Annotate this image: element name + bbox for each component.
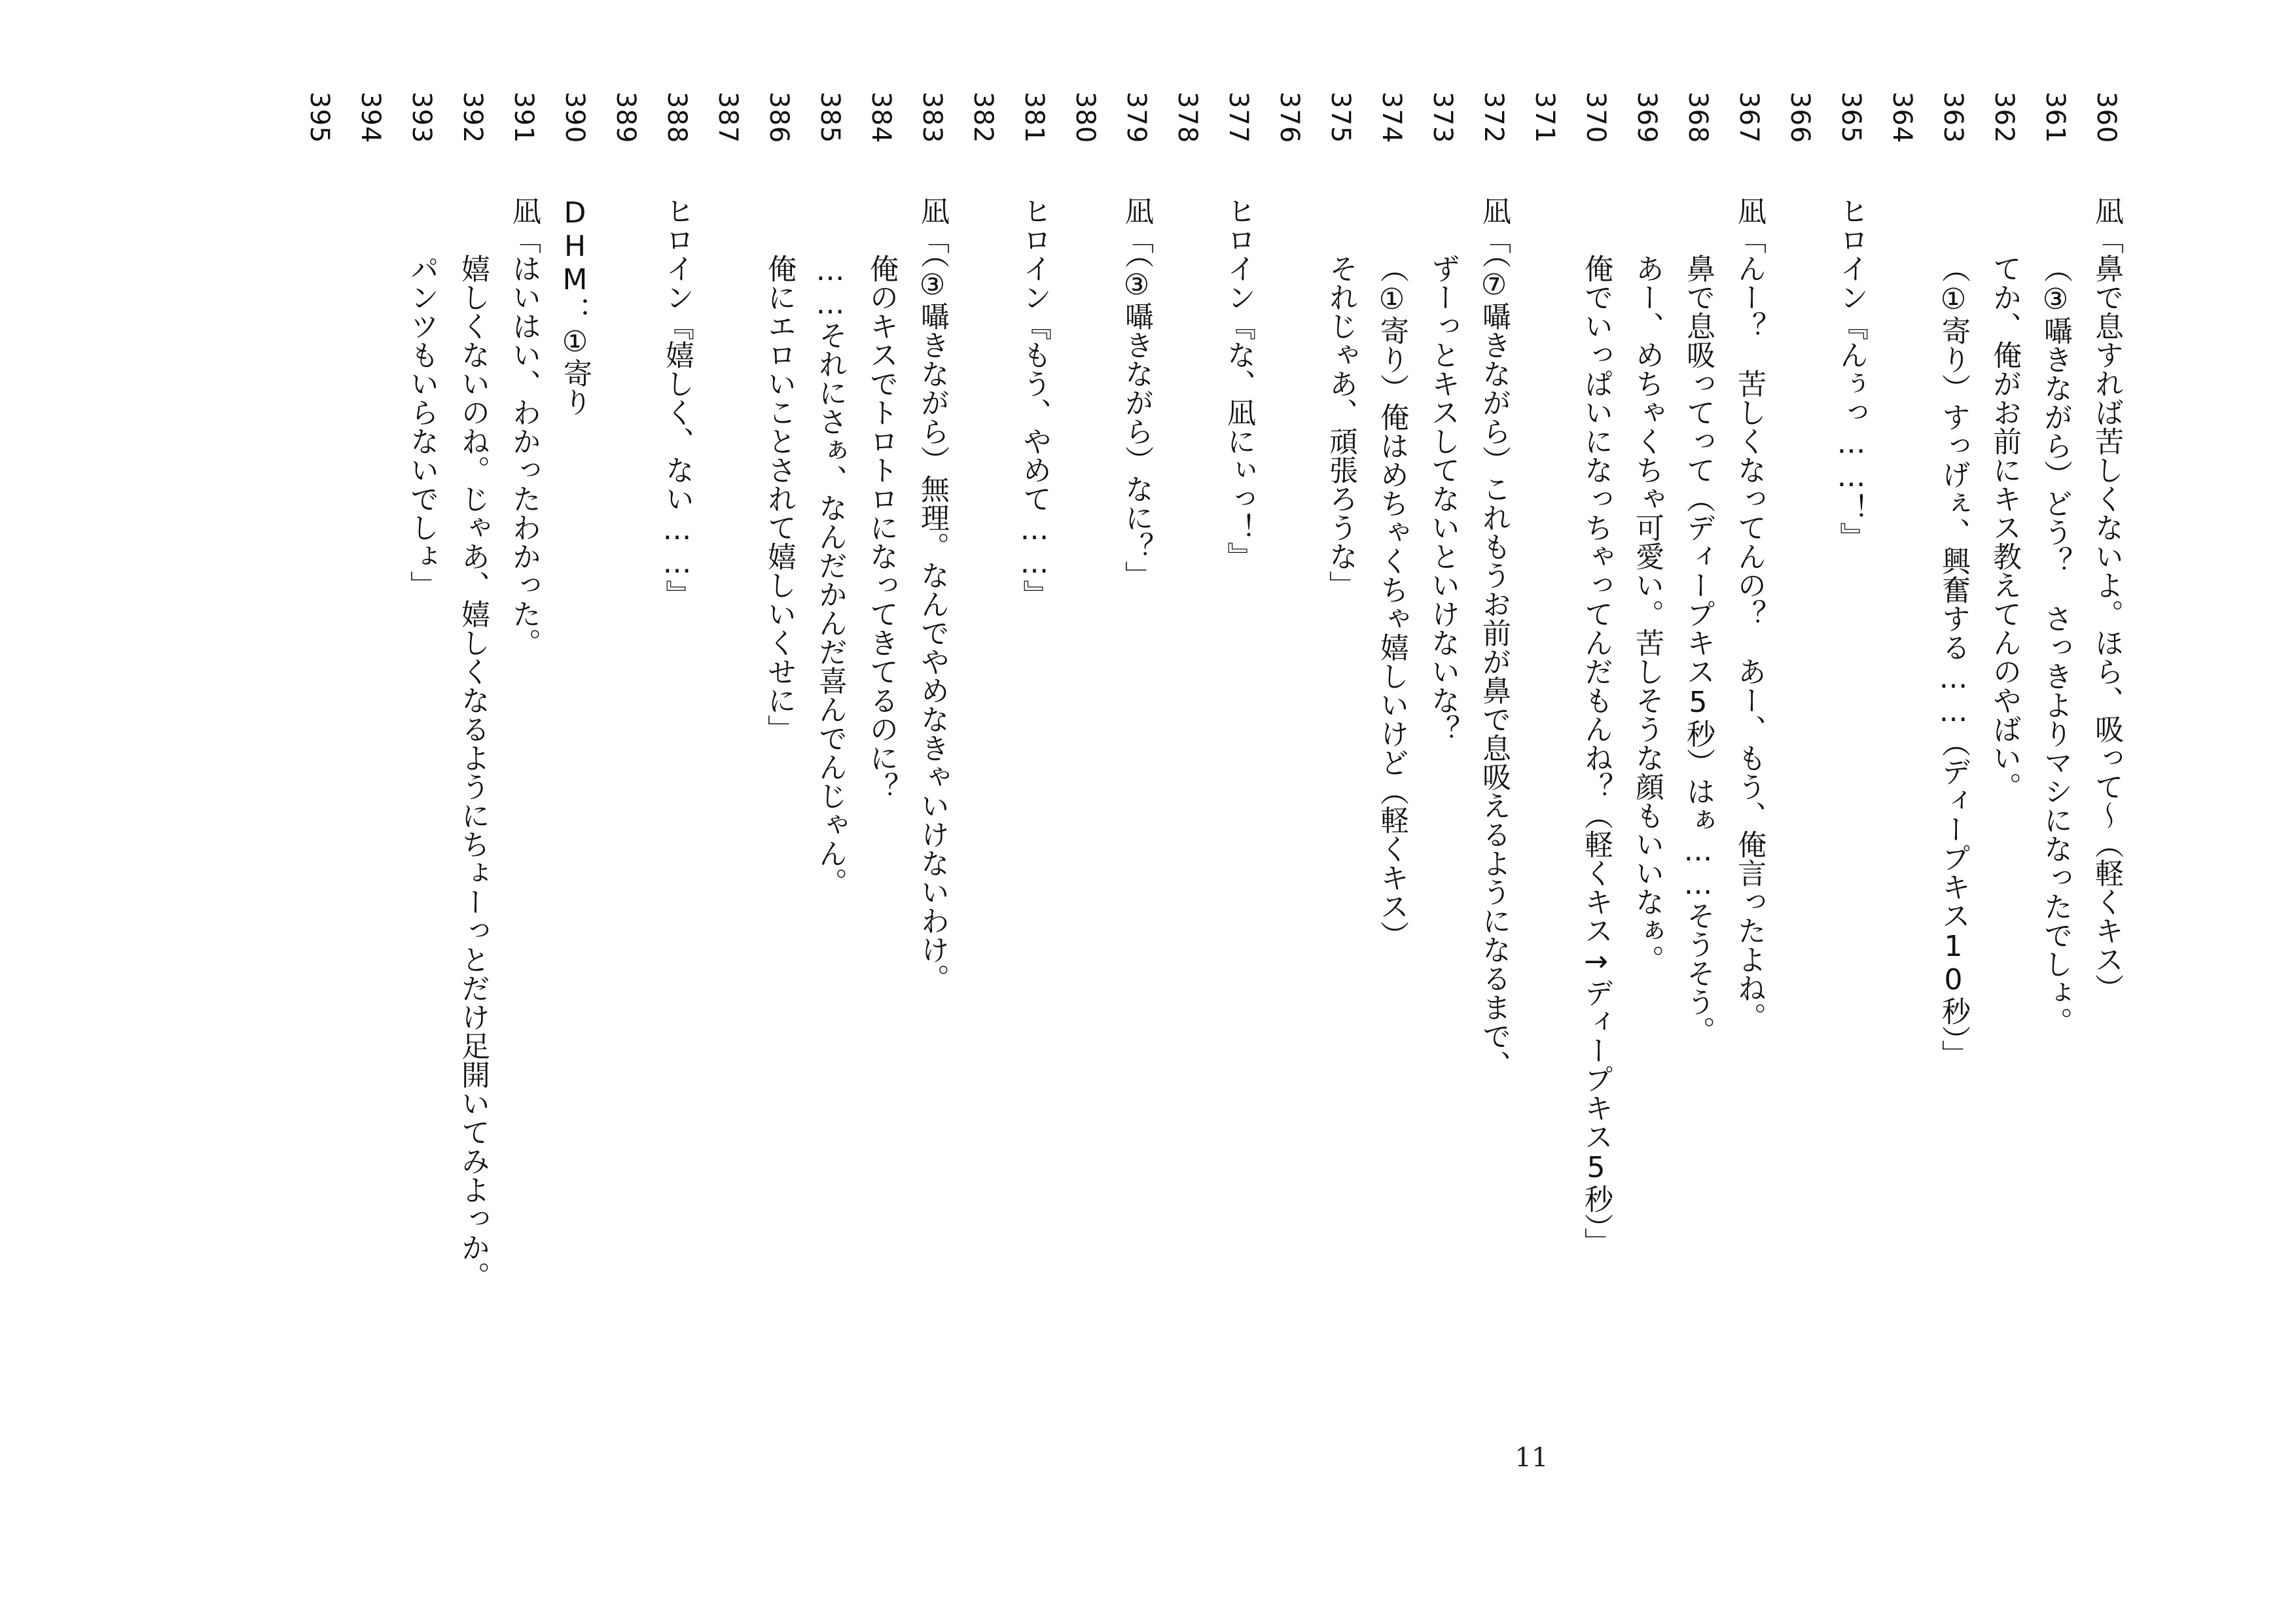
- line-number: 384: [866, 92, 896, 144]
- line-text: ヒロイン『嬉しく、ない……』: [660, 196, 694, 609]
- line-number: 360: [2091, 92, 2121, 144]
- line-number: 369: [1632, 92, 1662, 144]
- line-number: 368: [1683, 92, 1713, 144]
- line-text: あー、めちゃくちゃ可愛い。苦しそうな顔もいいなぁ。: [1630, 254, 1664, 974]
- script-line: [351, 92, 390, 1531]
- line-number: 373: [1427, 92, 1458, 144]
- line-text: 凪「（③囁きながら）無理。なんでやめなきゃいけないわけ。: [916, 196, 949, 993]
- script-line: [1066, 92, 1105, 1531]
- script-line: [1372, 92, 1411, 1531]
- line-text: （①寄り）俺はめちゃくちゃ嬉しいけど（軽くキス）: [1375, 254, 1408, 949]
- line-number: 390: [560, 92, 590, 144]
- line-number: 387: [713, 92, 743, 144]
- script-line: [1423, 92, 1462, 1531]
- line-text: 凪「はいはい、わかったわかった。: [507, 196, 541, 657]
- script-line: [555, 92, 594, 1531]
- script-line: [504, 92, 543, 1531]
- line-number: 367: [1734, 92, 1764, 144]
- script-line: [1678, 92, 1717, 1531]
- script-line: [453, 92, 492, 1531]
- line-number: 389: [611, 92, 641, 144]
- script-line: [1014, 92, 1054, 1531]
- script-line: [1831, 92, 1871, 1531]
- line-number: 372: [1479, 92, 1509, 144]
- line-number: 394: [355, 92, 386, 144]
- line-text: てか、俺がお前にキス教えてんのやばい。: [1988, 254, 2021, 801]
- line-number: 379: [1121, 92, 1151, 144]
- script-line: [1168, 92, 1207, 1531]
- line-number: 376: [1274, 92, 1304, 144]
- script-line: [1780, 92, 1820, 1531]
- line-number: 365: [1836, 92, 1866, 144]
- script-line: [1270, 92, 1309, 1531]
- line-text: 俺のキスでトロトロになってきてるのに？: [865, 254, 898, 801]
- page-number: 11: [1515, 1443, 1549, 1473]
- line-number: 395: [304, 92, 334, 144]
- line-number: 391: [509, 92, 539, 144]
- script-line: [1117, 92, 1156, 1531]
- line-number: 385: [815, 92, 845, 144]
- line-number: 374: [1376, 92, 1407, 144]
- line-number: 381: [1019, 92, 1049, 144]
- script-line: [2036, 92, 2075, 1531]
- line-number: 370: [1581, 92, 1611, 144]
- line-number: 364: [1887, 92, 1917, 144]
- line-number: 386: [764, 92, 794, 144]
- script-line: [402, 92, 441, 1531]
- script-line: [1729, 92, 1768, 1531]
- line-text: それじゃあ、頑張ろうな」: [1324, 254, 1357, 599]
- line-number: 388: [662, 92, 692, 144]
- line-text: ずーっとキスしてないといけないな？: [1426, 254, 1460, 743]
- line-text: 凪「（③囁きながら）なに？」: [1120, 196, 1153, 590]
- script-line: [1219, 92, 1258, 1531]
- script-line: [606, 92, 645, 1531]
- script-line: [1933, 92, 1973, 1531]
- script-line: [1984, 92, 2024, 1531]
- line-text: 凪「鼻で息すれば苦しくないよ。ほら、吸って～（軽くキス）: [2090, 196, 2123, 1002]
- line-text: ……それにさぁ、なんだかんだ喜んでんじゃん。: [814, 254, 847, 896]
- line-number: 366: [1785, 92, 1815, 144]
- script-line: [1627, 92, 1666, 1531]
- line-number: 382: [968, 92, 998, 144]
- line-text: 俺にエロいことされて嬉しいくせに」: [762, 254, 796, 743]
- line-number: 363: [1938, 92, 1968, 144]
- script-line: [912, 92, 952, 1531]
- line-number: 380: [1070, 92, 1100, 144]
- script-line: [963, 92, 1003, 1531]
- line-text: ヒロイン『な、凪にぃっ！』: [1222, 196, 1255, 571]
- script-line: [2087, 92, 2126, 1531]
- script-line: [861, 92, 901, 1531]
- line-number: 371: [1530, 92, 1560, 144]
- line-text: 鼻で息吸ってって（ディープキス5秒）はぁ……そうそう。: [1681, 254, 1715, 1045]
- line-number: 393: [406, 92, 437, 144]
- line-number: 378: [1172, 92, 1202, 144]
- line-text: パンツもいらないでしょ」: [405, 254, 439, 599]
- script-line: [1321, 92, 1360, 1531]
- line-number: 377: [1223, 92, 1253, 144]
- line-number: 362: [1989, 92, 2019, 144]
- script-line: [1525, 92, 1564, 1531]
- line-text: （③囁きながら）どう？ さっきよりマシになったでしょ。: [2039, 254, 2072, 1036]
- line-number: 361: [2040, 92, 2070, 144]
- line-text: 凪「んー？ 苦しくなってんの？ あー、もう、俺言ったよね。: [1732, 196, 1766, 1031]
- script-line: [708, 92, 747, 1531]
- script-line: [657, 92, 696, 1531]
- script-line: [810, 92, 850, 1531]
- line-text: 俺でいっぱいになっちゃってんだもんね？（軽くキス→ディープキス5秒）」: [1579, 254, 1613, 1256]
- line-text: 嬉しくないのね。じゃあ、嬉しくなるようにちょーっとだけ足開いてみよっか。: [456, 254, 490, 1290]
- script-line: [300, 92, 339, 1531]
- script-line: [1576, 92, 1615, 1531]
- line-number: 392: [457, 92, 488, 144]
- line-number: 383: [917, 92, 947, 144]
- line-text: （①寄り）すっげぇ、興奮する……（ディープキス10秒）」: [1937, 254, 1970, 1068]
- line-text: ヒロイン『もう、やめて……』: [1018, 196, 1051, 609]
- line-text: 凪「（⑦囁きながら）これもうお前が鼻で息吸えるようになるまで、: [1477, 196, 1511, 1079]
- script-line: [759, 92, 798, 1531]
- line-text: DHM：①寄り: [558, 196, 592, 416]
- line-number: 375: [1325, 92, 1355, 144]
- line-text: ヒロイン『んぅっ……！』: [1835, 196, 1868, 551]
- script-line: [1882, 92, 1922, 1531]
- script-line: [1474, 92, 1513, 1531]
